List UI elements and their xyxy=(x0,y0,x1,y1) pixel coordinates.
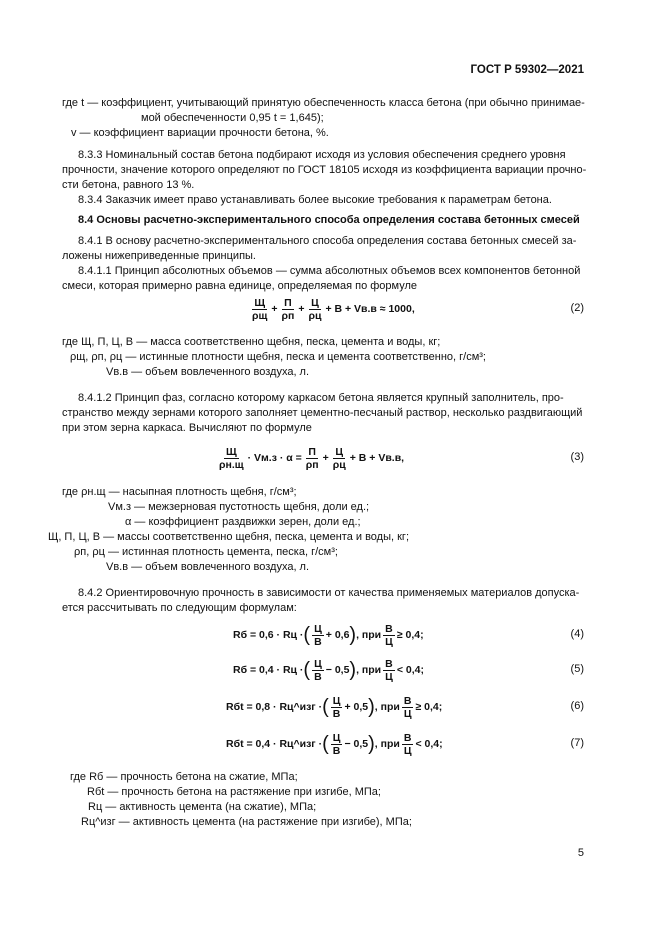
formula-number: (7) xyxy=(570,737,584,749)
formula-number: (5) xyxy=(570,663,584,675)
formula-6 xyxy=(62,692,584,722)
paragraph-line: при этом зерна каркаса. Вычисляют по формуле xyxy=(62,422,312,434)
paragraph-line: прочности, значение которого определяют по ГОСТ 18105 исходя из коэффициента вариации прочно- xyxy=(62,164,587,176)
formula-expression: $\frac{Щ}{\rho щ}$ + $\frac{П}{\rho п}$ + $\frac{Ц}{\rho ц}$ + В + Vв.в ≈ 1000, xyxy=(252,296,415,322)
where-line: Vв.в — объем вовлеченного воздуха, л. xyxy=(106,366,310,378)
formula-4 xyxy=(62,620,584,650)
formula-7 xyxy=(62,729,584,759)
where-block-4 xyxy=(62,770,584,830)
paragraph-line: 8.4.1 В основу расчетно-экспериментального способа определения состава бетонных смесей за- xyxy=(78,235,577,247)
formula-2 xyxy=(62,294,584,324)
where-line: где Щ, П, Ц, В — масса соответственно щебня, песка, цемента и воды, кг; xyxy=(62,336,441,348)
paragraph-line: ется рассчитывать по следующим формулам: xyxy=(62,602,297,614)
formula-3 xyxy=(62,443,584,473)
where-line: Rбt — прочность бетона на растяжение при изгибе, МПа; xyxy=(87,786,381,798)
formula-expression: $\frac{Щ}{\rho н.щ}$ · Vм.з · α = $\frac{П}{\rho п}$ + $\frac{Ц}{\rho ц}$ + В + Vв.в, xyxy=(219,445,405,471)
where-line: ρп, ρц — истинная плотность цемента, песка, г/см³; xyxy=(74,546,338,558)
formula-expression: Rб = 0,6 · Rц · ( $\frac{Ц}{В}$ + 0,6 ) , при $\frac{В}{Ц}$ ≥ 0,4; xyxy=(233,622,424,648)
where-block-1 xyxy=(62,96,584,141)
where-block-2 xyxy=(62,335,584,380)
where-line: Rц — активность цемента (на сжатие), МПа; xyxy=(88,801,317,813)
formula-expression: Rбt = 0,4 · Rц^изг · ( $\frac{Ц}{В}$ − 0,5 ) , при $\frac{В}{Ц}$ < 0,4; xyxy=(226,731,443,757)
where-line: Vв.в — объем вовлеченного воздуха, л. xyxy=(106,561,310,573)
section-heading-8-4 xyxy=(62,213,584,228)
where-line: Vм.з — межзерновая пустотность щебня, доли ед.; xyxy=(108,501,370,513)
formula-number: (3) xyxy=(570,451,584,463)
page-number: 5 xyxy=(577,847,584,859)
paragraph-line: странство между зернами которого заполняет цементно-песчаный раствор, несколько раздвигающий xyxy=(62,407,583,419)
paragraph-line: 8.3.3 Номинальный состав бетона подбирают исходя из условия обеспечения среднего уровня xyxy=(78,149,566,161)
where-line: Щ, П, Ц, В — массы соответственно щебня, песка, цемента и воды, кг; xyxy=(48,531,410,543)
formula-expression: Rб = 0,4 · Rц · ( $\frac{Ц}{В}$ − 0,5 ) , при $\frac{В}{Ц}$ < 0,4; xyxy=(233,657,424,683)
where-line: ρщ, ρп, ρц — истинные плотности щебня, песка и цемента соответственно, г/см³; xyxy=(70,351,486,363)
where-line: где ρн.щ — насыпная плотность щебня, г/см³; xyxy=(62,486,297,498)
where-line: где Rб — прочность бетона на сжатие, МПа; xyxy=(70,771,298,783)
formula-number: (4) xyxy=(570,628,584,640)
formula-expression: Rбt = 0,8 · Rц^изг · ( $\frac{Ц}{В}$ + 0,5 ) , при $\frac{В}{Ц}$ ≥ 0,4; xyxy=(226,694,443,720)
paragraph-8-3-4: 8.3.4 Заказчик имеет право устанавливать более высокие требования к параметрам бетона. xyxy=(78,194,552,206)
section-heading: 8.4 Основы расчетно-экспериментального способа определения состава бетонных смесей xyxy=(78,214,580,226)
paragraph-8-4-1-2 xyxy=(62,391,584,436)
where-line: мой обеспеченности 0,95 t = 1,645); xyxy=(141,112,324,124)
where-line: где t — коэффициент, учитывающий принятую обеспеченность класса бетона (при обычно принимае- xyxy=(62,97,585,109)
paragraph-line: 8.4.2 Ориентировочную прочность в зависимости от качества применяемых материалов допуска- xyxy=(78,587,580,599)
paragraph-line: ложены нижеприведенные принципы. xyxy=(62,250,256,262)
paragraph-8-3-3 xyxy=(62,148,587,208)
paragraph-line: смеси, которая примерно равна единице, определяемая по формуле xyxy=(62,280,418,292)
paragraph-8-4-2 xyxy=(62,586,584,616)
formula-number: (2) xyxy=(570,302,584,314)
where-line: Rц^изг — активность цемента (на растяжение при изгибе), МПа; xyxy=(81,816,412,828)
formula-5 xyxy=(62,655,584,685)
where-line: v — коэффициент вариации прочности бетона, %. xyxy=(71,127,329,139)
paragraph-line: 8.4.1.1 Принцип абсолютных объемов — сумма абсолютных объемов всех компонентов бетонной xyxy=(78,265,581,277)
where-line: α — коэффициент раздвижки зерен, доли ед.; xyxy=(125,516,361,528)
where-block-3 xyxy=(48,485,584,575)
paragraph-line: 8.4.1.2 Принцип фаз, согласно которому каркасом бетона является крупный заполнитель, про- xyxy=(78,392,564,404)
standard-header: ГОСТ Р 59302—2021 xyxy=(470,64,584,76)
formula-number: (6) xyxy=(570,700,584,712)
paragraph-8-4-1 xyxy=(62,234,584,294)
paragraph-line: сти бетона, равного 13 %. xyxy=(62,179,195,191)
